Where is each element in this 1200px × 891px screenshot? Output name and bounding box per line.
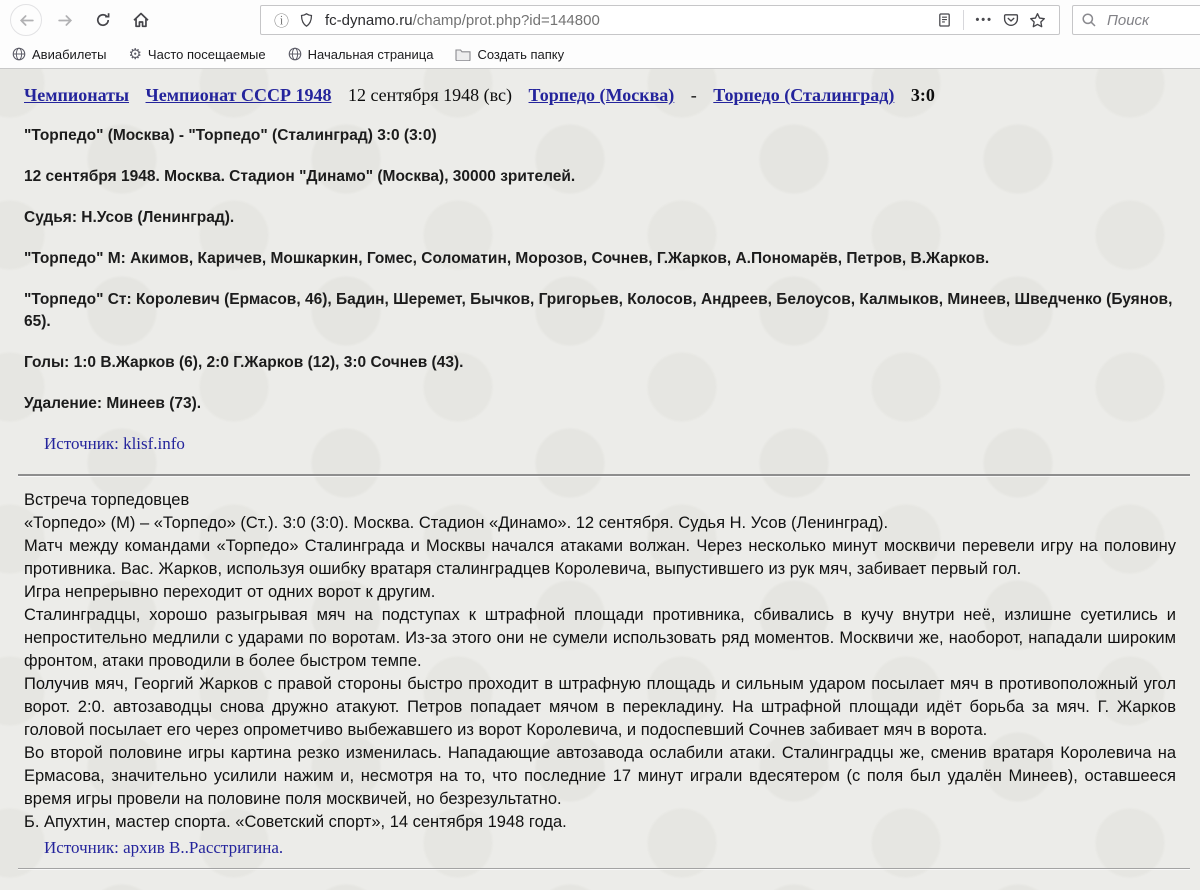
bookmark-nachalnaya-stranitsa[interactable] [288, 47, 434, 62]
report-paragraph: Сталинградцы, хорошо разыгрывая мяч на подступах к штрафной площади противника, сбивались в кучу внутри неё, излишне суетились и непростительно медлили с ударами по воротам. Из-за этого они не сумели использовать ряд моментов. Москвичи же, наоборот, нападали широким фронтом, атаки проводили в более быстром темпе. [24, 606, 1176, 670]
report-subtitle: «Торпедо» (М) – «Торпедо» (Ст.). 3:0 (3:0). Москва. Стадион «Динамо». 12 сентября. Судья Н. Усов (Ленинград). [24, 514, 889, 532]
match-date: 12 сентября 1948 (вс) [347, 85, 513, 105]
tracking-protection-shield-icon[interactable] [299, 12, 314, 28]
bookmarks-toolbar [0, 40, 1200, 68]
match-report [24, 489, 1176, 834]
search-input[interactable] [1105, 11, 1200, 30]
link-championships[interactable]: Чемпионаты [24, 85, 130, 105]
bookmark-label: Авиабилеты [32, 46, 107, 62]
report-title: Встреча торпедовцев [24, 491, 190, 509]
protocol-venue-line: 12 сентября 1948. Москва. Стадион "Динамо" (Москва), 30000 зрителей. [24, 168, 576, 185]
back-icon [18, 12, 35, 29]
back-button[interactable] [10, 4, 42, 36]
search-icon [1081, 12, 1097, 28]
link-home-team[interactable]: Торпедо (Москва) [528, 85, 675, 105]
protocol-referee-line: Судья: Н.Усов (Ленинград). [24, 209, 235, 226]
navigation-toolbar [0, 0, 1200, 40]
source-label: Источник: [44, 838, 119, 857]
url-text[interactable] [325, 12, 932, 29]
bookmark-label: Часто посещаемые [147, 46, 266, 62]
source-link-archive[interactable]: архив В..Расстригина. [123, 838, 284, 857]
browser-chrome [0, 0, 1200, 69]
bottom-divider [18, 868, 1190, 869]
section-divider [18, 474, 1190, 476]
forward-button[interactable] [50, 5, 80, 35]
reload-button[interactable] [88, 5, 118, 35]
source-link-klisf[interactable]: klisf.info [123, 434, 185, 453]
link-season-1948[interactable]: Чемпионат СССР 1948 [145, 85, 332, 105]
teams-separator: - [690, 85, 697, 105]
page-content [0, 69, 1200, 890]
home-icon [132, 11, 150, 29]
protocol-source [44, 434, 1176, 454]
pocket-icon[interactable] [1003, 12, 1019, 28]
bookmark-aviabilety[interactable] [12, 47, 106, 62]
url-domain: fc-dynamo.ru [325, 11, 413, 29]
report-paragraph: Во второй половине игры картина резко изменилась. Нападающие автозавода ослабили атаки. Сталинградцы же, сменив вратаря Королевича на Ермасова, значительно усилили нажим и, несмотря на то, что последние 17 минут играли вдесятером (с поля был удалён Минеев), оставшееся время игры провели на половине поля москвичей, но безрезультатно. [24, 744, 1176, 808]
bookmark-star-icon[interactable] [1029, 12, 1046, 29]
page-info-icon[interactable]: ⓘ [274, 11, 290, 30]
search-bar[interactable] [1072, 5, 1200, 35]
gear-icon: ⚙ [128, 44, 142, 63]
page-actions-icon[interactable]: ••• [975, 14, 993, 26]
report-source [44, 838, 1176, 858]
globe-icon [288, 47, 302, 61]
protocol-result-line: "Торпедо" (Москва) - "Торпедо" (Сталинград) 3:0 (3:0) [24, 127, 437, 144]
protocol-lineup-moscow: "Торпедо" М: Акимов, Каричев, Мошкаркин, Гомес, Соломатин, Морозов, Сочнев, Г.Жарков, А.Пономарёв, Петров, В.Жарков. [24, 250, 990, 267]
protocol-goals-line: Голы: 1:0 В.Жарков (6), 2:0 Г.Жарков (12), 3:0 Сочнев (43). [24, 354, 464, 371]
report-byline: Б. Апухтин, мастер спорта. «Советский спорт», 14 сентября 1948 года. [24, 813, 567, 831]
report-paragraph: Игра непрерывно переходит от одних ворот к другим. [24, 583, 436, 601]
reload-icon [95, 12, 111, 28]
report-paragraph: Матч между командами «Торпедо» Сталинграда и Москвы начался атаками волжан. Через несколько минут москвичи перевели игру на половину противника. Вас. Жарков, используя ошибку вратаря сталинградцев Королевича, выпустившего из рук мяч, забивает первый гол. [24, 537, 1176, 578]
home-button[interactable] [126, 5, 156, 35]
forward-icon [57, 12, 74, 29]
protocol-sent-off-line: Удаление: Минеев (73). [24, 395, 202, 412]
report-paragraph: Получив мяч, Георгий Жарков с правой стороны быстро проходит в штрафную площадь и сильным ударом посылает мяч в противоположный угол ворот. 2:0. автозаводцы снова дружно атакуют. Петров попадает мячом в перекладину. На штрафной площади идёт борьба за мяч. Г. Жарков головой посылает его через опрометчиво выбежавшего из ворот Королевича, и подоспевший Сочнев забивает мяч в ворота. [24, 675, 1176, 739]
address-bar[interactable] [260, 5, 1060, 35]
source-label: Источник: [44, 434, 119, 453]
bookmark-sozdat-papku[interactable] [455, 47, 564, 62]
bookmark-label: Создать папку [477, 46, 565, 62]
protocol-lineup-stalingrad: "Торпедо" Ст: Королевич (Ермасов, 46), Бадин, Шеремет, Бычков, Григорьев, Колосов, Андреев, Белоусов, Калмыков, Минеев, Шведченко (Буянов, 65). [24, 291, 1173, 330]
link-away-team[interactable]: Торпедо (Сталинград) [713, 85, 895, 105]
folder-icon [455, 48, 471, 61]
bookmark-chasto-poseshchaemye[interactable] [128, 44, 266, 63]
breadcrumb [24, 85, 1176, 106]
match-score: 3:0 [910, 85, 935, 105]
globe-icon [12, 47, 26, 61]
url-path: /champ/prot.php?id=144800 [412, 11, 600, 29]
urlbar-separator [963, 10, 964, 30]
bookmark-label: Начальная страница [307, 46, 434, 62]
match-protocol [24, 125, 1176, 415]
reader-mode-icon[interactable] [937, 12, 952, 28]
